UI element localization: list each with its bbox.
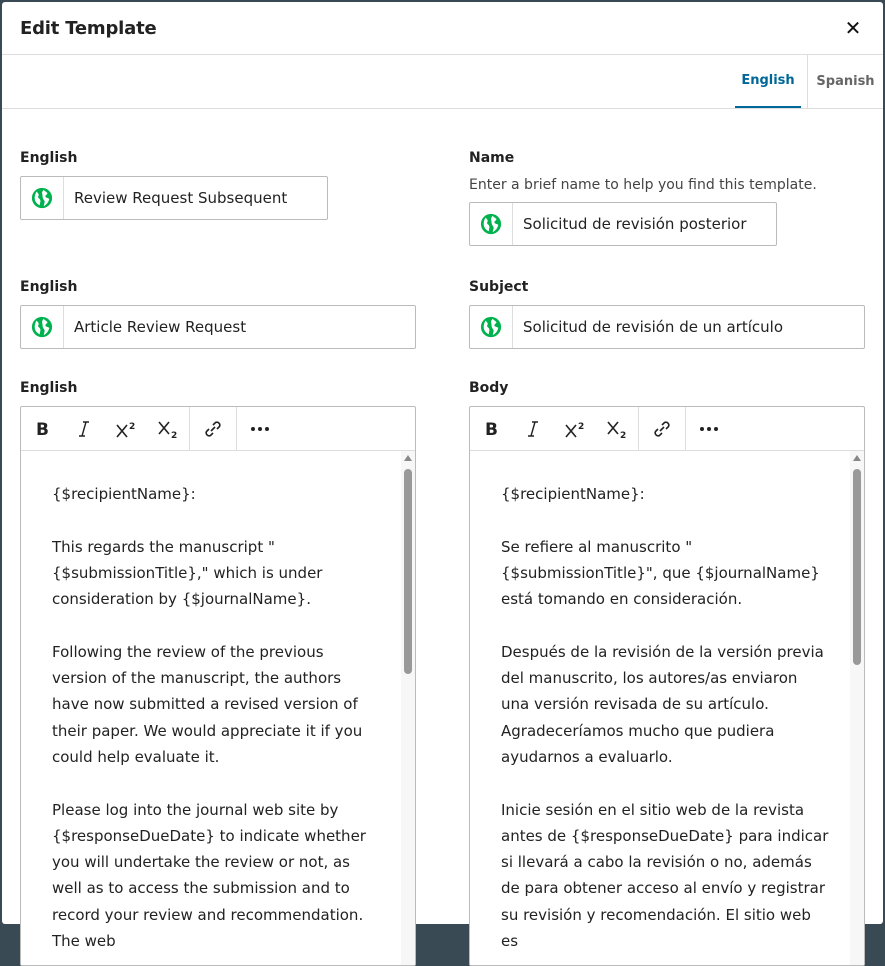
svg-text:B: B bbox=[485, 419, 498, 440]
tab-spanish[interactable]: Spanish bbox=[807, 55, 883, 108]
paragraph: Después de la revisión de la versión previa del manuscrito, los autores/as enviaron una versión revisada de su artículo. Agradeceríamos mucho que pudiera ayudarnos a evaluarlo. bbox=[501, 642, 824, 766]
body-english-editor[interactable] bbox=[20, 406, 416, 966]
field-description: Enter a brief name to help you find this template. bbox=[469, 177, 817, 193]
more-icon[interactable] bbox=[237, 407, 283, 451]
scroll-thumb[interactable] bbox=[404, 469, 412, 674]
language-tabs bbox=[2, 55, 883, 109]
globe-cell bbox=[21, 177, 64, 219]
italic-icon[interactable] bbox=[512, 407, 554, 451]
scroll-up-arrow-icon[interactable] bbox=[853, 455, 861, 461]
globe-cell bbox=[21, 306, 64, 348]
input-value: Article Review Request bbox=[74, 318, 247, 336]
more-icon[interactable] bbox=[686, 407, 732, 451]
name-english-field bbox=[20, 148, 328, 220]
paragraph: {$recipientName}: bbox=[52, 485, 196, 503]
subscript-icon[interactable] bbox=[147, 407, 189, 451]
subject-spanish-field bbox=[469, 277, 865, 349]
input-value: Solicitud de revisión de un artículo bbox=[523, 318, 783, 336]
svg-text:2: 2 bbox=[129, 421, 136, 432]
field-label-name: Name bbox=[469, 150, 515, 166]
field-label: English bbox=[20, 380, 78, 396]
paragraph: {$recipientName}: bbox=[501, 485, 645, 503]
svg-text:2: 2 bbox=[620, 430, 627, 441]
body-spanish-field bbox=[469, 378, 865, 966]
subject-spanish-input[interactable] bbox=[469, 305, 865, 349]
globe-cell bbox=[470, 203, 513, 245]
paragraph: Please log into the journal web site by {$responseDueDate} to indicate whether you will undertake the review or not, as well as to access the submission and to record your review and recommendation. The web bbox=[52, 800, 366, 951]
svg-text:2: 2 bbox=[171, 430, 178, 441]
editor-toolbar bbox=[21, 407, 415, 451]
bold-icon[interactable] bbox=[21, 407, 63, 451]
field-label-body: Body bbox=[469, 380, 509, 396]
editor-content[interactable] bbox=[21, 451, 401, 965]
input-value: Solicitud de revisión posterior bbox=[523, 215, 747, 233]
edit-template-modal bbox=[2, 2, 883, 951]
field-label: English bbox=[20, 279, 78, 295]
scroll-up-arrow-icon[interactable] bbox=[404, 455, 412, 461]
svg-text:B: B bbox=[36, 419, 49, 440]
scrollbar[interactable] bbox=[850, 451, 864, 965]
name-spanish-input[interactable] bbox=[469, 202, 777, 246]
globe-icon bbox=[480, 316, 502, 338]
subject-english-input[interactable] bbox=[20, 305, 416, 349]
scroll-thumb[interactable] bbox=[853, 469, 861, 665]
globe-icon bbox=[480, 213, 502, 235]
superscript-icon[interactable] bbox=[105, 407, 147, 451]
superscript-icon[interactable] bbox=[554, 407, 596, 451]
link-icon[interactable] bbox=[190, 407, 236, 451]
italic-icon[interactable] bbox=[63, 407, 105, 451]
close-icon[interactable]: ✕ bbox=[844, 16, 862, 40]
subscript-icon[interactable] bbox=[596, 407, 638, 451]
field-label: English bbox=[20, 150, 78, 166]
editor-content[interactable] bbox=[470, 451, 850, 965]
subject-english-field bbox=[20, 277, 416, 349]
field-label-subject: Subject bbox=[469, 279, 529, 295]
tab-english[interactable]: English bbox=[735, 55, 801, 108]
link-icon[interactable] bbox=[639, 407, 685, 451]
globe-cell bbox=[470, 306, 513, 348]
globe-icon bbox=[31, 187, 53, 209]
paragraph: Following the review of the previous version of the manuscript, the authors have now submitted a revised version of their paper. We would appreciate it if you could help evaluate it. bbox=[52, 642, 363, 766]
bold-icon[interactable] bbox=[470, 407, 512, 451]
modal-title: Edit Template bbox=[20, 17, 157, 39]
input-value: Review Request Subsequent bbox=[74, 189, 288, 207]
paragraph: Se refiere al manuscrito "{$submissionTitle}", que {$journalName} está tomando en consideración. bbox=[501, 537, 820, 609]
modal-header bbox=[2, 2, 883, 55]
body-english-field bbox=[20, 378, 416, 966]
paragraph: This regards the manuscript "{$submissionTitle}," which is under consideration by {$journalName}. bbox=[52, 537, 323, 609]
globe-icon bbox=[31, 316, 53, 338]
name-spanish-field bbox=[469, 148, 865, 246]
svg-text:2: 2 bbox=[578, 421, 585, 432]
editor-toolbar bbox=[470, 407, 864, 451]
name-english-input[interactable] bbox=[20, 176, 328, 220]
paragraph: Inicie sesión en el sitio web de la revista antes de {$responseDueDate} para indicar si llevará a cabo la revisión o no, además de para obtener acceso al envío y registrar su revisión y recomendación. El sitio web es bbox=[501, 800, 829, 951]
scrollbar[interactable] bbox=[401, 451, 415, 965]
body-spanish-editor[interactable] bbox=[469, 406, 865, 966]
